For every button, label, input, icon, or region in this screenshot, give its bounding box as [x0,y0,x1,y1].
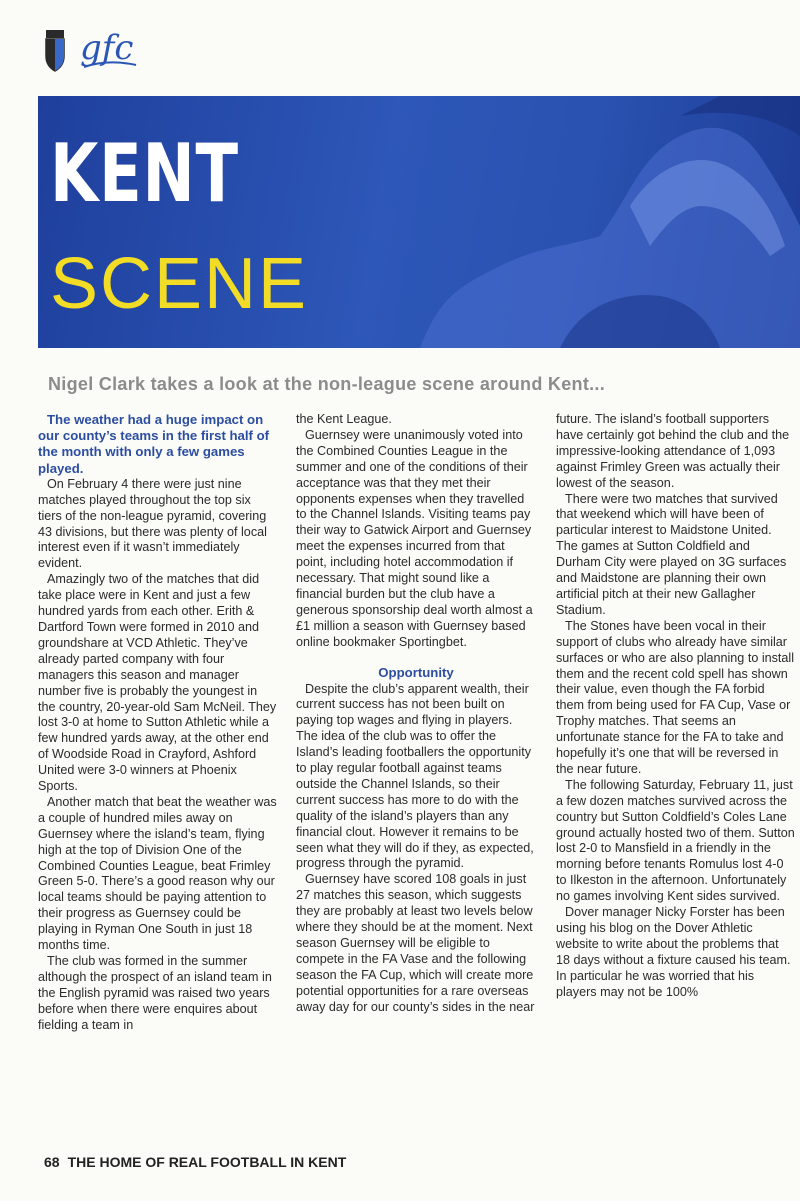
article-column-2 [296,412,536,1016]
page-number: 68 [44,1154,60,1170]
header-logos [44,28,140,74]
title-scene: SCENE [50,244,309,324]
body-paragraph: the Kent League. [296,412,392,426]
invicta-horse-icon [380,96,800,348]
article-column-1 [38,412,278,1034]
body-paragraph: Amazingly two of the matches that did take place were in Kent and just a few hundred yards from each other. Erith & Dartford Town were formed in 2010 and groundshare at VCD Athletic. They’ve already parted company with four managers this season and manager number five is probably the youngest in the country, 20-year-old Sam McNeil. They lost 3-0 at home to Sutton Athletic while a few hundred yards away, at the other end of Woodside Road in Crayford, Ashford United were 3-0 winners at Phoenix Sports. [38,572,277,794]
article-column-3 [556,412,796,1001]
body-paragraph: Despite the club’s apparent wealth, their current success has not been built on paying top wages and flying in players. The idea of the club was to offer the Island’s leading footballers the opportunity to play regular football against teams outside the Channel Islands, so their current success has more to do with the quality of the island’s players than any financial clout. However it remains to be seen what they will do if they, as expected, progress through the pyramid. [296,681,534,871]
body-paragraph: future. The island’s football supporters have certainly got behind the club and the impressive-looking attendance of 1,093 against Frimley Green was actually their lowest of the season. [556,412,790,490]
body-paragraph: Guernsey were unanimously voted into the Combined Counties League in the summer and one of the conditions of their acceptance was that they met their opponents expenses when they travelled to the Channel Islands. Visiting teams pay their way to Gatwick Airport and Guernsey meet the expenses incurred from that point, including hotel accommodation if necessary. That might sound like a financial burden but the club have a generous sponsorship deal worth almost a £1 million a season with Guernsey based online bookmaker Sportingbet. [296,427,533,649]
intro-paragraph: The weather had a huge impact on our county’s teams in the first half of the month with only a few games played. [38,412,270,476]
body-paragraph: On February 4 there were just nine matches played throughout the top six tiers of the non-league pyramid, covering 43 divisions, but there was plenty of local interest even if it wasn’t immediately evident. [38,476,267,571]
footer-tagline: THE HOME OF REAL FOOTBALL IN KENT [67,1154,347,1170]
body-paragraph: There were two matches that survived that weekend which will have been of particular interest to Maidstone United. The games at Sutton Coldfield and Durham City were played on 3G surfaces and Maidstone are planning their own artificial pitch at their new Gallagher Stadium. [556,491,787,617]
crest-icon [44,30,66,72]
body-paragraph: The following Saturday, February 11, just a few dozen matches survived across the country but Sutton Coldfield’s Coles Lane ground actually hosted two of them. Sutton lost 2-0 to Mansfield in a friendly in the morning before tenants Romulus lost 4-0 to Ilkeston in the afternoon. Unfortunately no games involving Kent sides survived. [556,777,795,904]
title-kent: KENT [50,127,239,220]
gfc-logo-icon [78,29,140,73]
body-paragraph: The Stones have been vocal in their support of clubs who already have similar surfaces or who are also planning to install them and the recent cold spell has shown their value, even though the FA forbid them from being used for FA Cup, Vase or Trophy matches. That seems an unfortunate stance for the FA to take and hopefully it’s one that will be reversed in the near future. [556,618,795,776]
title-banner [38,96,800,348]
body-paragraph: Dover manager Nicky Forster has been using his blog on the Dover Athletic website to write about the problems that 18 days without a fixture caused his team. In particular he was worried that his players may not be 100% [556,905,791,999]
body-paragraph: Another match that beat the weather was a couple of hundred miles away on Guernsey where the island’s team, flying high at the top of Division One of the Combined Counties League, beat Frimley Green 5-0. There’s a good reason why our local teams should be paying attention to their progress as Guernsey could be playing in Ryman One South in just 18 months time. [38,794,277,953]
page-footer [44,1154,346,1170]
body-paragraph: The club was formed in the summer although the prospect of an island team in the English pyramid was raised two years before when there were enquires about fielding a team in [38,954,272,1032]
standfirst: Nigel Clark takes a look at the non-league scene around Kent... [48,374,606,394]
subheading: Opportunity [378,664,454,680]
svg-text:gfc: gfc [80,29,134,68]
body-paragraph: Guernsey have scored 108 goals in just 27 matches this season, which suggests they are probably at least two levels below where they should be at the moment. Next season Guernsey will be eligible to compete in the FA Vase and the following season the FA Cup, which will create more potential opportunities for a rare overseas away day for our county’s sides in the near [296,872,535,1014]
